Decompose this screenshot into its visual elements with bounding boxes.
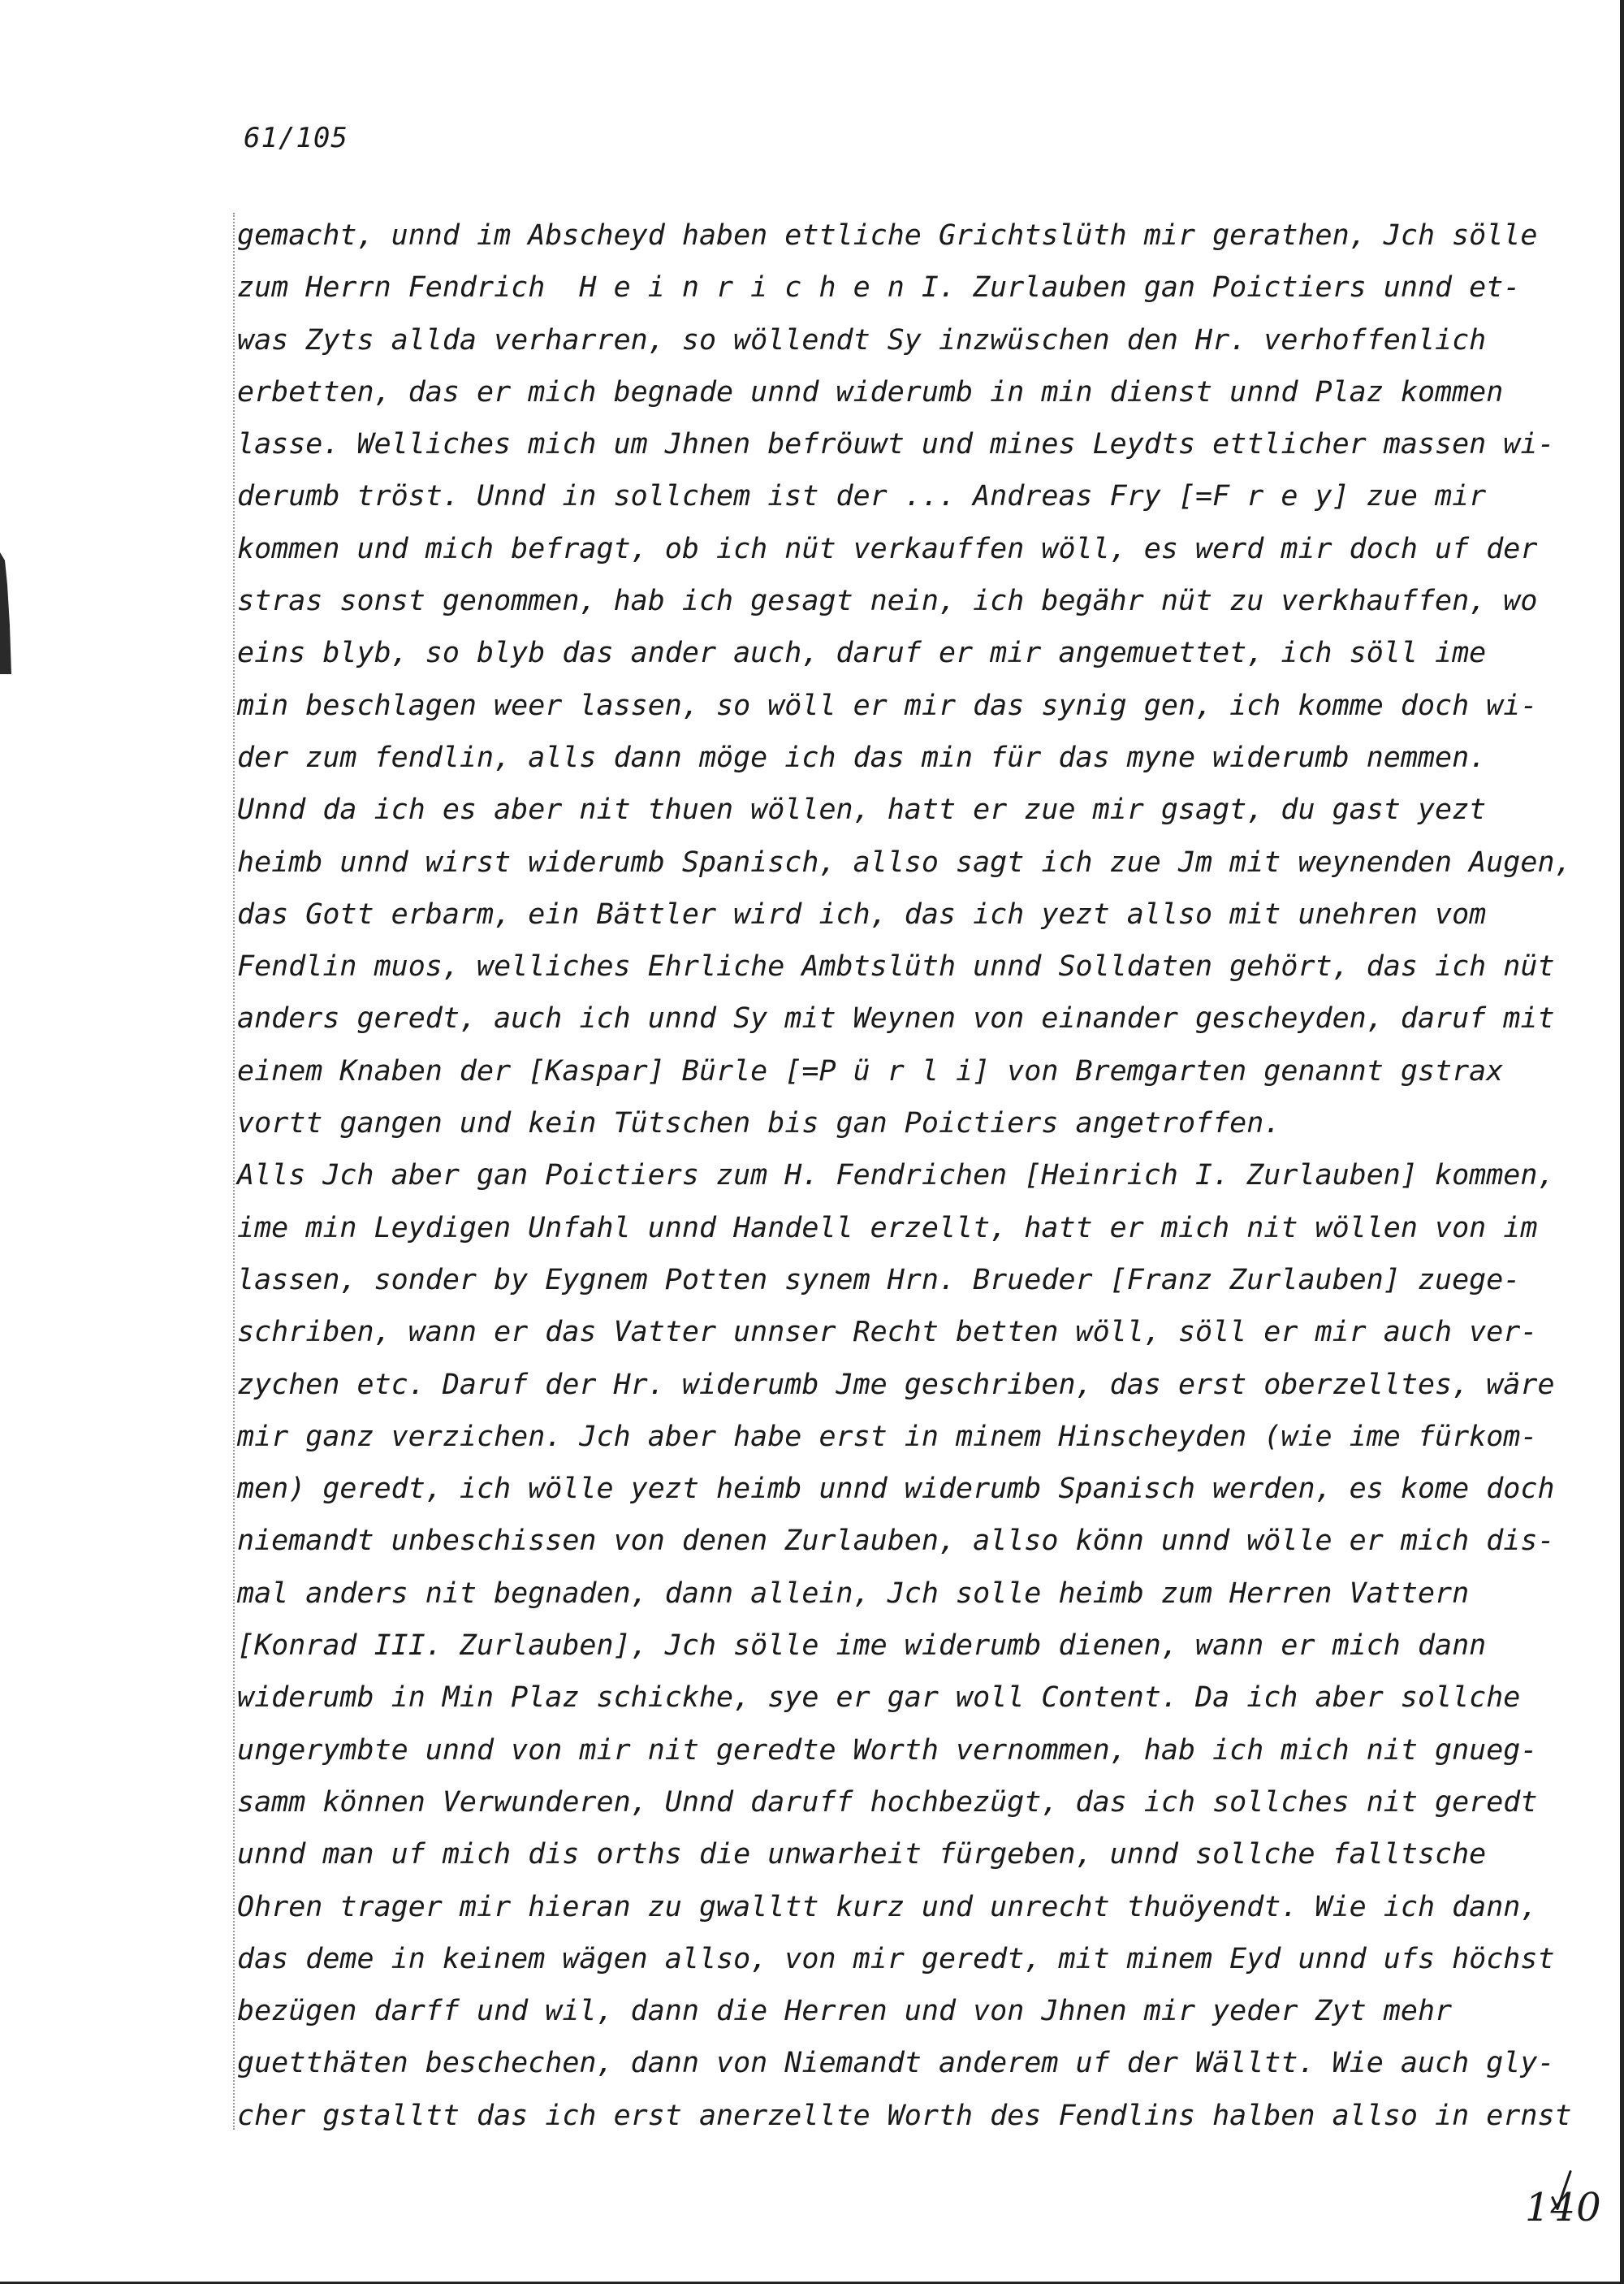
text-line: derumb tröst. Unnd in sollchem ist der ... Andreas Fry [=F r e y] zue mir — [237, 480, 1487, 513]
text-line: lasse. Welliches mich um Jhnen befröuwt und mines Leydts ettlicher massen wi- — [237, 428, 1555, 461]
text-line: heimb unnd wirst widerumb Spanisch, allso sagt ich zue Jm mit weynenden Augen, — [237, 846, 1572, 879]
text-line: anders geredt, auch ich unnd Sy mit Weynen von einander gescheyden, daruf mit — [237, 1002, 1555, 1036]
text-line: zychen etc. Daruf der Hr. widerumb Jme geschriben, das erst oberzelltes, wäre — [237, 1368, 1555, 1401]
text-line: Ohren trager mir hieran zu gwalltt kurz und unrecht thuöyendt. Wie ich dann, — [237, 1890, 1538, 1923]
text-line: Alls Jch aber gan Poictiers zum H. Fendrichen [Heinrich I. Zurlauben] kommen, — [237, 1159, 1555, 1192]
text-line: bezügen darff und wil, dann die Herren und von Jhnen mir yeder Zyt mehr — [237, 1995, 1453, 2028]
folio-number: 140 — [1525, 2185, 1602, 2230]
text-line: samm können Verwunderen, Unnd daruff hochbezügt, das ich sollches nit geredt — [237, 1785, 1538, 1819]
text-line: stras sonst genommen, hab ich gesagt nein, ich begähr nüt zu verkhauffen, wo — [237, 585, 1538, 618]
text-line: der zum fendlin, alls dann möge ich das min für das myne widerumb nemmen. — [237, 741, 1487, 774]
text-line: erbetten, das er mich begnade unnd widerumb in min dienst unnd Plaz kommen — [237, 375, 1504, 409]
text-line: men) geredt, ich wölle yezt heimb unnd widerumb Spanisch werden, es kome doch — [237, 1473, 1555, 1506]
scan-edge-right — [1620, 0, 1624, 2284]
text-line: cher gstalltt das ich erst anerzellte Worth des Fendlins halben allso in ernst — [237, 2099, 1572, 2132]
text-line: zum Herrn Fendrich H e i n r i c h e n I. Zurlauben gan Poictiers unnd et- — [237, 271, 1521, 305]
text-line: einem Knaben der [Kaspar] Bürle [=P ü r l i] von Bremgarten genannt gstrax — [237, 1054, 1504, 1088]
text-line: kommen und mich befragt, ob ich nüt verkauffen wöll, es werd mir doch uf der — [237, 532, 1538, 565]
text-line: schriben, wann er das Vatter unnser Recht betten wöll, söll er mir auch ver- — [237, 1316, 1538, 1349]
text-line: das Gott erbarm, ein Bättler wird ich, das ich yezt allso mit unehren vom — [237, 898, 1487, 931]
text-line: niemandt unbeschissen von denen Zurlauben, allso könn unnd wölle er mich dis- — [237, 1525, 1555, 1558]
text-line: ime min Leydigen Unfahl unnd Handell erzellt, hatt er mich nit wöllen von im — [237, 1211, 1538, 1244]
text-line: gemacht, unnd im Abscheyd haben ettliche Grichtslüth mir gerathen, Jch sölle — [237, 219, 1538, 252]
text-line: was Zyts allda verharren, so wöllendt Sy inzwüschen den Hr. verhoffenlich — [237, 323, 1487, 357]
text-line: eins blyb, so blyb das ander auch, daruf er mir angemuettet, ich söll ime — [237, 637, 1487, 670]
text-line: Unnd da ich es aber nit thuen wöllen, hatt er zue mir gsagt, du gast yezt — [237, 794, 1487, 827]
text-line: Fendlin muos, welliches Ehrliche Ambtslüth unnd Solldaten gehört, das ich nüt — [237, 950, 1555, 984]
text-line: das deme in keinem wägen allso, von mir geredt, mit minem Eyd unnd ufs höchst — [237, 1942, 1555, 1975]
binding-shadow-mark — [0, 552, 11, 674]
text-line: [Konrad III. Zurlauben], Jch sölle ime widerumb dienen, wann er mich dann — [237, 1629, 1487, 1663]
text-line: widerumb in Min Plaz schickhe, sye er gar woll Content. Da ich aber sollche — [237, 1681, 1521, 1715]
page-number: 61/105 — [244, 122, 348, 154]
text-line: guetthäten beschechen, dann von Niemandt anderem uf der Wälltt. Wie auch gly- — [237, 2047, 1555, 2080]
text-line: unnd man uf mich dis orths die unwarheit fürgeben, unnd sollche falltsche — [237, 1838, 1487, 1871]
text-line: vortt gangen und kein Tütschen bis gan Poictiers angetroffen. — [237, 1107, 1281, 1140]
text-line: ungerymbte unnd von mir nit geredte Worth vernommen, hab ich mich nit gnueg- — [237, 1733, 1538, 1767]
text-line: mir ganz verzichen. Jch aber habe erst in minem Hinscheyden (wie ime fürkom- — [237, 1420, 1538, 1453]
text-line: mal anders nit begnaden, dann allein, Jch solle heimb zum Herren Vattern — [237, 1577, 1470, 1610]
transcription-text — [237, 210, 1572, 2142]
text-line: lassen, sonder by Eygnem Potten synem Hrn. Brueder [Franz Zurlauben] zuege- — [237, 1263, 1521, 1296]
text-line: min beschlagen weer lassen, so wöll er mir das synig gen, ich komme doch wi- — [237, 689, 1538, 722]
